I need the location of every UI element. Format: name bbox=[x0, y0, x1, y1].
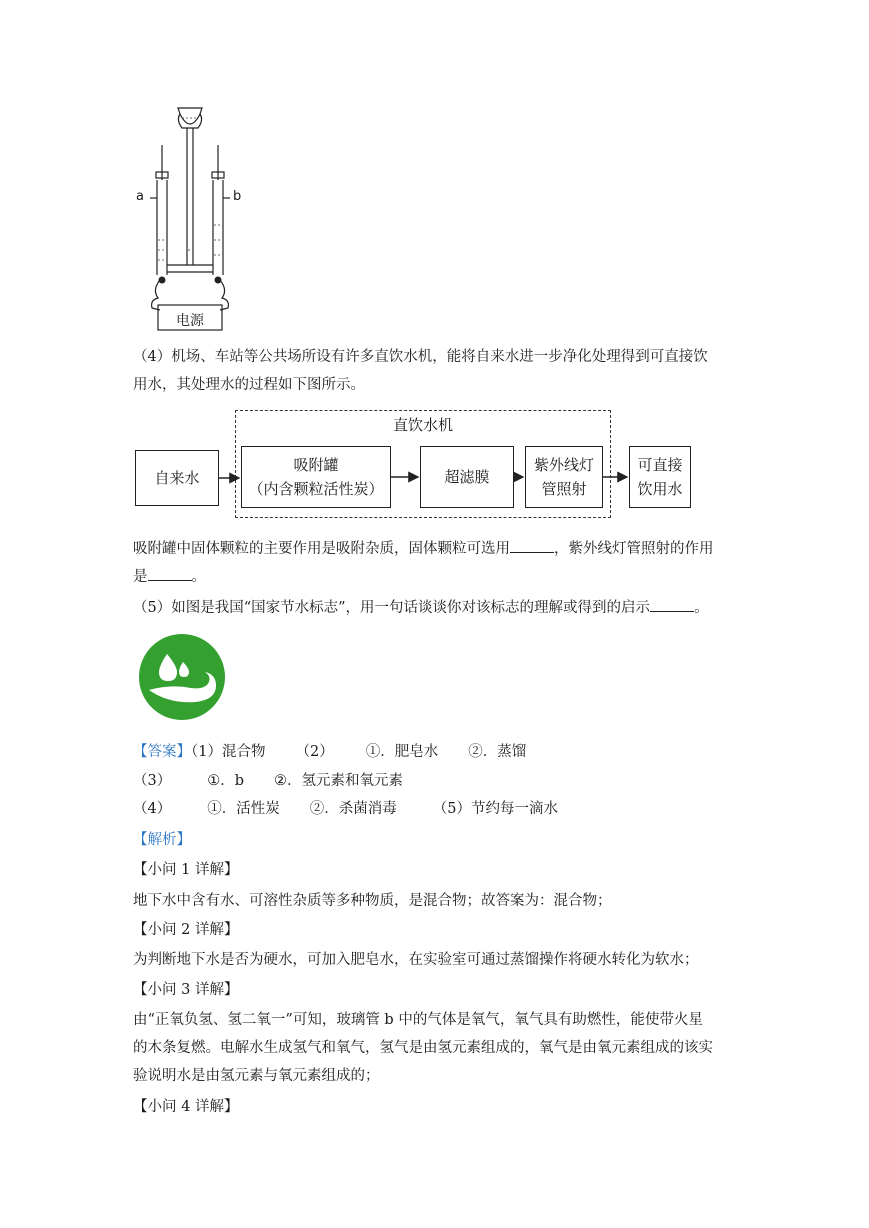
analysis-paragraph-2: 为判断地下水是否为硬水，可加入肥皂水，在实验室可通过蒸馏操作将硬水转化为软水； bbox=[133, 952, 699, 968]
step-tap-water-label: 自来水 bbox=[154, 469, 200, 487]
step-uv-label-1: 紫外线灯 bbox=[533, 456, 594, 474]
answer-row-1 bbox=[133, 742, 526, 762]
q4-intro-line-1: （4）机场、车站等公共场所设有许多直饮水机，能将自来水进一步净化处理得到可直接饮 bbox=[133, 349, 708, 365]
answer-1: （1）混合物 bbox=[191, 744, 266, 760]
answer-4-1: ①．活性炭 bbox=[207, 801, 280, 817]
analysis-paragraph-3-line-2: 的木条复燃。电解水生成氢气和氧气，氢气是由氢元素组成的，氧气是由氧元素组成的该实 bbox=[133, 1040, 713, 1056]
answer-4-2: ②．杀菌消毒 bbox=[309, 801, 397, 817]
q4-question-text-1a: 吸附罐中固体颗粒的主要作用是吸附杂质，固体颗粒可选用 bbox=[133, 541, 510, 557]
flow-diagram bbox=[133, 408, 713, 520]
q4-question-text-2a: 是 bbox=[133, 569, 148, 585]
analysis-heading-1: 【小问 1 详解】 bbox=[133, 862, 239, 878]
q4-question-line-1 bbox=[133, 538, 714, 559]
machine-title: 直饮水机 bbox=[392, 416, 453, 434]
answer-3-label: （3） bbox=[133, 773, 172, 789]
step-uv-label-2: 管照射 bbox=[541, 480, 587, 498]
q4-question-text-2b: 。 bbox=[191, 569, 206, 585]
analysis-paragraph-3-line-3: 验说明水是由氢元素与氧元素组成的； bbox=[133, 1068, 380, 1084]
answer-4-label: （4） bbox=[133, 801, 172, 817]
answer-row-3 bbox=[133, 799, 558, 819]
flow-arrows bbox=[133, 408, 713, 520]
analysis-label: 【解析】 bbox=[133, 832, 191, 848]
answer-blank-1 bbox=[510, 538, 554, 553]
q5-question-text: （5）如图是我国“国家节水标志”，用一句话谈谈你对该标志的理解或得到的启示 bbox=[133, 600, 651, 616]
analysis-paragraph-3-line-1: 由“正氧负氢、氢二氧一”可知，玻璃管 b 中的气体是氧气，氧气具有助燃性，能使带火星 bbox=[133, 1012, 703, 1028]
step-ultrafiltration-label: 超滤膜 bbox=[444, 468, 490, 486]
q4-intro-line-2: 用水，其处理水的过程如下图所示。 bbox=[133, 377, 365, 393]
step-adsorption-label: 吸附罐 bbox=[293, 456, 339, 474]
step-output-label-2: 饮用水 bbox=[637, 480, 683, 498]
answer-2-2: ②．蒸馏 bbox=[468, 744, 527, 760]
answer-label: 【答案】 bbox=[133, 744, 191, 760]
analysis-paragraph-1: 地下水中含有水、可溶性杂质等多种物质，是混合物；故答案为：混合物； bbox=[133, 893, 612, 909]
answer-5: （5）节约每一滴水 bbox=[432, 801, 558, 817]
answer-3-2: ②．氢元素和氧元素 bbox=[274, 773, 404, 789]
analysis-heading-4: 【小问 4 详解】 bbox=[133, 1099, 239, 1115]
analysis-heading-2: 【小问 2 详解】 bbox=[133, 922, 239, 938]
q5-question-end: 。 bbox=[694, 600, 709, 616]
answer-row-2 bbox=[133, 771, 403, 791]
answer-blank-2 bbox=[148, 566, 192, 581]
tube-label-b: b bbox=[233, 189, 242, 204]
power-source-label-pos: 电源 bbox=[176, 313, 204, 329]
q4-question-text-1b: ，紫外线灯管照射的作用 bbox=[554, 541, 714, 557]
answer-3-1: ①．b bbox=[207, 773, 245, 789]
step-output-label-1: 可直接 bbox=[637, 456, 683, 474]
answer-blank-3 bbox=[650, 597, 694, 612]
analysis-heading-3: 【小问 3 详解】 bbox=[133, 982, 239, 998]
answer-2-label: （2） bbox=[295, 744, 334, 760]
answer-2-1: ①．肥皂水 bbox=[365, 744, 439, 760]
q4-question-line-2 bbox=[133, 566, 206, 587]
step-adsorption-sub-label: （内含颗粒活性炭） bbox=[248, 480, 384, 498]
water-saving-logo bbox=[137, 632, 227, 722]
tube-label-a: a bbox=[136, 189, 144, 204]
electrolysis-apparatus-figure bbox=[130, 100, 250, 335]
q5-question-line bbox=[133, 597, 709, 618]
apparatus-drawing bbox=[130, 100, 250, 335]
water-saving-logo-drawing bbox=[137, 632, 227, 722]
